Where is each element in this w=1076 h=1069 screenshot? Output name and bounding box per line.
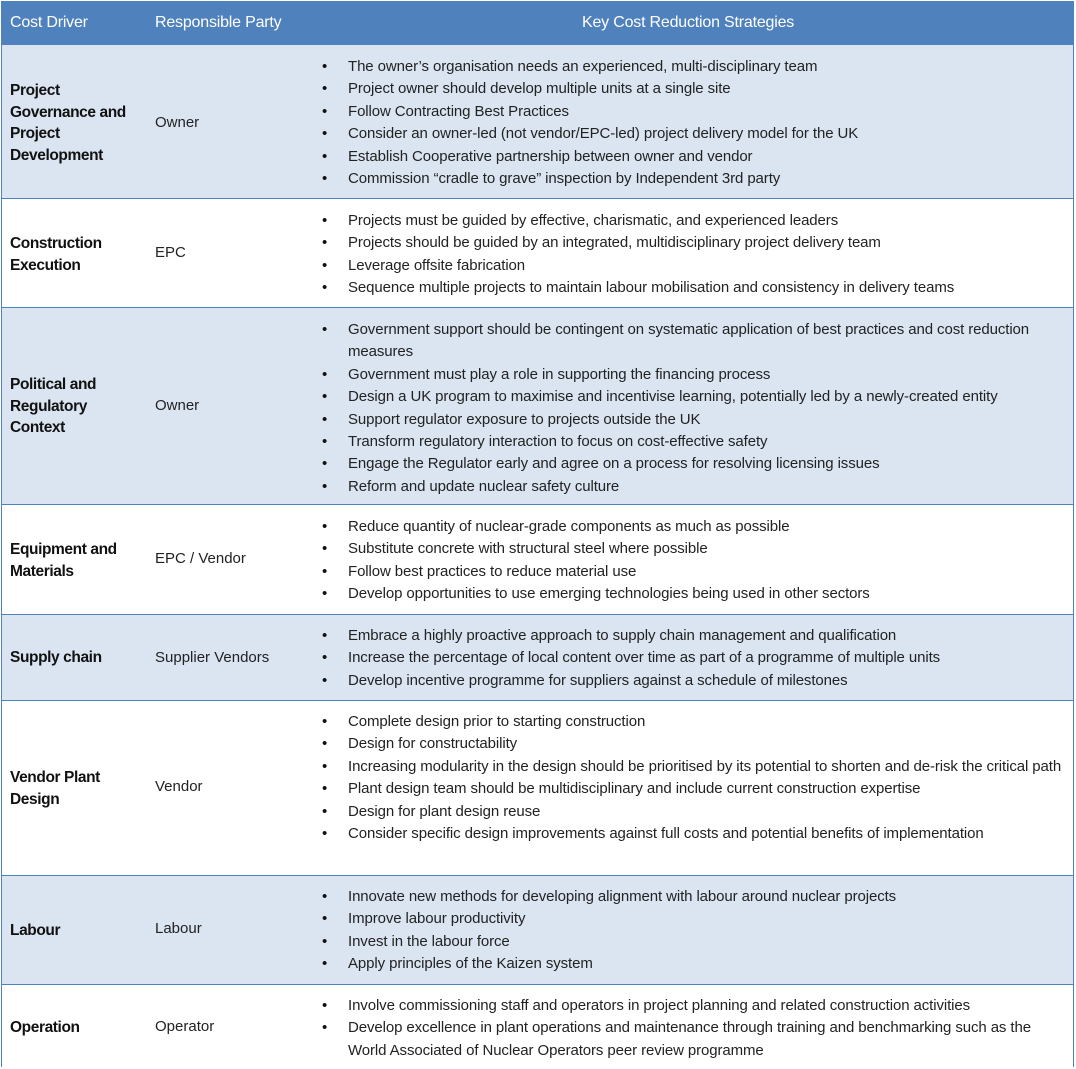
strategy-item: • Increasing modularity in the design should be prioritised by its potential to shorten and de-risk the critical path	[322, 756, 1064, 778]
cost-driver-cell: Supply chain	[10, 649, 102, 666]
table-row	[2, 307, 1073, 504]
strategy-list	[322, 56, 1064, 190]
responsible-party-cell: Owner	[155, 397, 200, 414]
strategy-item: • Transform regulatory interaction to focus on cost-effective safety	[322, 431, 1064, 453]
cost-reduction-table	[1, 1, 1074, 1067]
table-row	[2, 984, 1073, 1069]
strategy-item: • Design a UK program to maximise and incentivise learning, potentially led by a newly-created entity	[322, 386, 1064, 408]
responsible-party-cell: EPC / Vendor	[155, 550, 246, 567]
strategy-item: • Reform and update nuclear safety culture	[322, 476, 1064, 498]
table-row	[2, 875, 1073, 984]
strategy-item: • Increase the percentage of local content over time as part of a programme of multiple units	[322, 647, 1064, 669]
strategy-item: • Consider an owner-led (not vendor/EPC-led) project delivery model for the UK	[322, 123, 1064, 145]
strategy-item: • Commission “cradle to grave” inspection by Independent 3rd party	[322, 168, 1064, 190]
strategy-item: • Design for constructability	[322, 733, 1064, 755]
table-row	[2, 198, 1073, 307]
strategy-item: • Apply principles of the Kaizen system	[322, 953, 1064, 975]
strategy-item: • Embrace a highly proactive approach to supply chain management and qualification	[322, 625, 1064, 647]
strategy-item: • Government must play a role in supporting the financing process	[322, 364, 1064, 386]
strategy-item: • Consider specific design improvements against full costs and potential benefits of implementation	[322, 823, 1064, 845]
strategy-item: • Develop opportunities to use emerging technologies being used in other sectors	[322, 583, 1064, 605]
strategy-item: • Project owner should develop multiple units at a single site	[322, 78, 1064, 100]
cost-driver-cell: Project Governance and Project Development	[10, 82, 126, 164]
cost-driver-cell: Labour	[10, 922, 61, 939]
strategy-item: • Innovate new methods for developing alignment with labour around nuclear projects	[322, 886, 1064, 908]
strategy-item: • Projects must be guided by effective, charismatic, and experienced leaders	[322, 210, 1064, 232]
table-row	[2, 504, 1073, 614]
strategy-item: • Engage the Regulator early and agree on a process for resolving licensing issues	[322, 453, 1064, 475]
strategy-item: • Sequence multiple projects to maintain labour mobilisation and consistency in delivery teams	[322, 277, 1064, 299]
strategy-item: • Substitute concrete with structural steel where possible	[322, 538, 1064, 560]
responsible-party-cell: EPC	[155, 244, 186, 261]
cost-driver-cell: Construction Execution	[10, 235, 102, 274]
strategy-item: • Complete design prior to starting construction	[322, 711, 1064, 733]
cost-driver-cell: Equipment and Materials	[10, 541, 117, 580]
strategy-item: • Reduce quantity of nuclear-grade components as much as possible	[322, 516, 1064, 538]
responsible-party-cell: Supplier Vendors	[155, 649, 270, 666]
strategy-list	[322, 319, 1064, 498]
strategy-item: • Support regulator exposure to projects outside the UK	[322, 409, 1064, 431]
strategy-list	[322, 886, 1064, 976]
cost-driver-cell: Operation	[10, 1019, 80, 1036]
strategy-item: • Develop incentive programme for suppliers against a schedule of milestones	[322, 670, 1064, 692]
cost-driver-cell: Vendor Plant Design	[10, 769, 100, 808]
strategy-list	[322, 995, 1064, 1062]
strategy-item: • Involve commissioning staff and operators in project planning and related construction activities	[322, 995, 1064, 1017]
table-row	[2, 700, 1073, 875]
strategy-item: • Government support should be contingent on systematic application of best practices and cost reduction measures	[322, 319, 1064, 364]
table-row	[2, 44, 1073, 198]
responsible-party-cell: Operator	[155, 1018, 215, 1035]
strategy-item: • Develop excellence in plant operations and maintenance through training and benchmarking such as the World Associated of Nuclear Operators peer review programme	[322, 1017, 1064, 1062]
strategy-item: • Invest in the labour force	[322, 931, 1064, 953]
strategy-item: • Follow best practices to reduce material use	[322, 561, 1064, 583]
strategy-item: • Plant design team should be multidisciplinary and include current construction expertise	[322, 778, 1064, 800]
strategy-item: • Follow Contracting Best Practices	[322, 101, 1064, 123]
strategy-item: • Improve labour productivity	[322, 908, 1064, 930]
responsible-party-cell: Vendor	[155, 778, 203, 795]
header-key-strategies: Key Cost Reduction Strategies	[582, 14, 795, 31]
responsible-party-cell: Labour	[155, 920, 202, 937]
strategy-list	[322, 625, 1064, 692]
cost-driver-cell: Political and Regulatory Context	[10, 376, 97, 436]
strategy-list	[322, 516, 1064, 606]
table-header	[2, 2, 1073, 46]
header-responsible-party: Responsible Party	[155, 14, 282, 31]
strategy-list	[322, 711, 1064, 845]
strategy-item: • Design for plant design reuse	[322, 801, 1064, 823]
header-cost-driver: Cost Driver	[10, 14, 88, 31]
strategy-item: • The owner’s organisation needs an experienced, multi-disciplinary team	[322, 56, 1064, 78]
strategy-item: • Establish Cooperative partnership between owner and vendor	[322, 146, 1064, 168]
strategy-list	[322, 210, 1064, 300]
strategy-item: • Projects should be guided by an integrated, multidisciplinary project delivery team	[322, 232, 1064, 254]
responsible-party-cell: Owner	[155, 114, 200, 131]
strategy-item: • Leverage offsite fabrication	[322, 255, 1064, 277]
table-row	[2, 614, 1073, 700]
